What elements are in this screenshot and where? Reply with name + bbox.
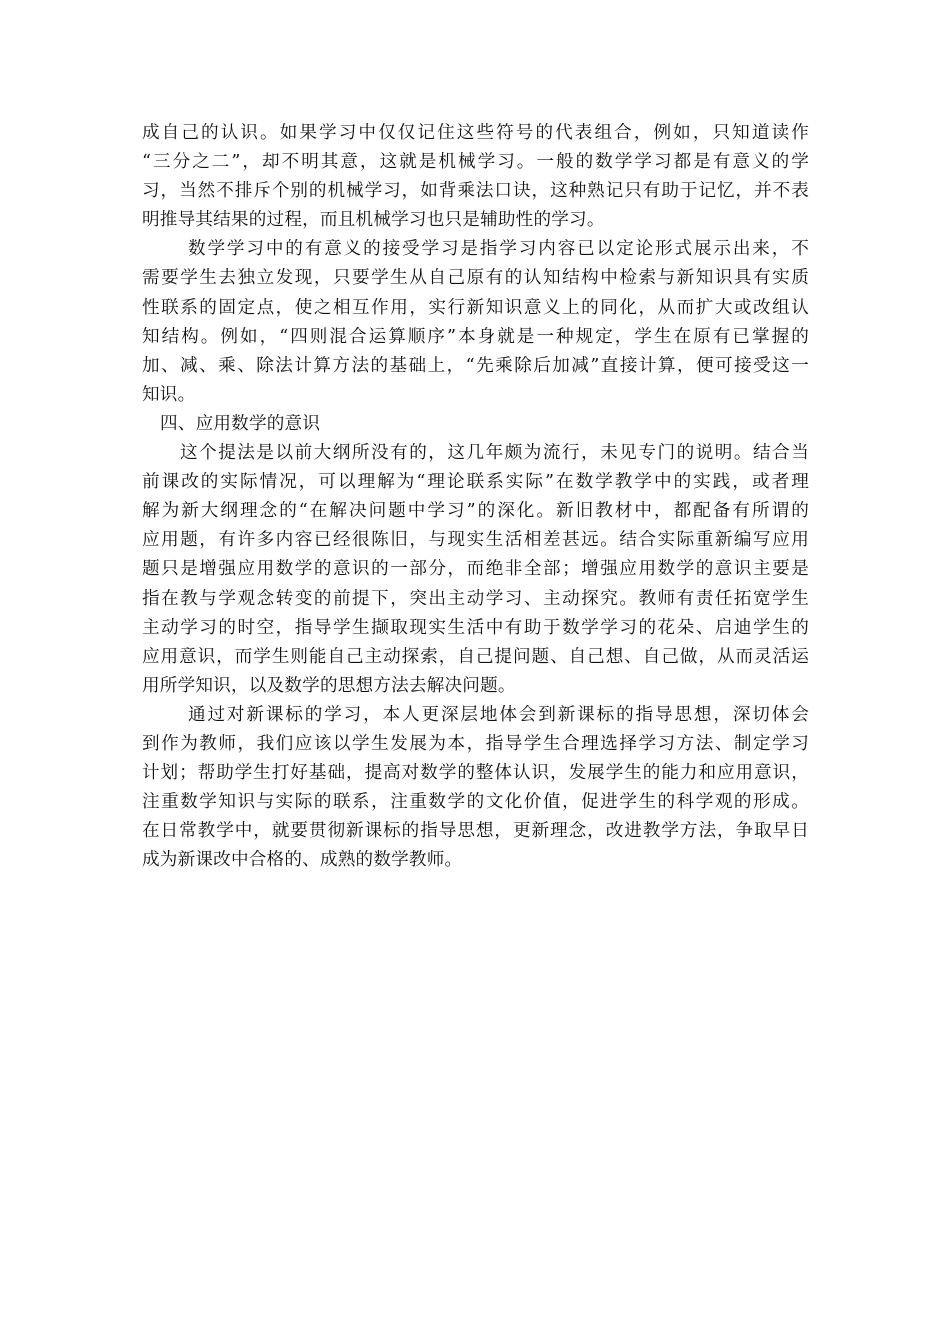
text-line: 解为新大纲理念的“在解决问题中学习”的深化。新旧教材中，都配备有所谓的 — [142, 501, 809, 522]
text-line: 题只是增强应用数学的意识的一部分，而绝非全部；增强应用数学的意识主要是 — [142, 559, 809, 580]
text-line: “三分之二”，却不明其意，这就是机械学习。一般的数学学习都是有意义的学 — [142, 152, 809, 173]
paragraph-meaningful-learning — [142, 235, 809, 410]
text-line: 明推导其结果的过程，而且机械学习也只是辅助性的学习。 — [142, 210, 605, 231]
text-line: 成为新课改中合格的、成熟的数学教师。 — [142, 850, 463, 871]
text-line: 指在教与学观念转变的前提下，突出主动学习、主动探究。教师有责任拓宽学生 — [142, 588, 809, 609]
text-line: 成自己的认识。如果学习中仅仅记住这些符号的代表组合，例如，只知道读作 — [142, 123, 809, 143]
text-line: 习，当然不排斥个别的机械学习，如背乘法口诀，这种熟记只有助于记忆，并不表 — [142, 181, 809, 202]
text-line: 知识。 — [142, 384, 196, 405]
text-line: 计划；帮助学生打好基础，提高对数学的整体认识，发展学生的能力和应用意识， — [142, 763, 809, 784]
text-line: 知结构。例如，“四则混合运算顺序”本身就是一种规定，学生在原有已掌握的 — [142, 326, 809, 347]
text-line: 应用题，有许多内容已经很陈旧，与现实生活相差甚远。结合实际重新编写应用 — [142, 530, 809, 551]
paragraph-application-awareness — [142, 439, 809, 701]
text-line: 需要学生去独立发现，只要学生从自己原有的认知结构中检索与新知识具有实质 — [142, 268, 809, 289]
text-line: 用所学知识，以及数学的思想方法去解决问题。 — [142, 675, 516, 696]
text-line: 前课改的实际情况，可以理解为“理论联系实际”在数学教学中的实践，或者理 — [142, 472, 809, 493]
document-body — [142, 119, 809, 875]
heading-text: 四、应用数学的意识 — [160, 413, 321, 434]
text-line: 这个提法是以前大纲所没有的，这几年颇为流行，未见专门的说明。结合当 — [180, 443, 809, 464]
section-heading — [142, 410, 809, 439]
text-line: 应用意识，而学生则能自己主动探索，自己提问题、自己想、自己做，从而灵活运 — [142, 646, 809, 667]
text-line: 注重数学知识与实际的联系，注重数学的文化价值，促进学生的科学观的形成。 — [142, 792, 809, 813]
text-line: 到作为教师，我们应该以学生发展为本，指导学生合理选择学习方法、制定学习 — [142, 733, 809, 754]
paragraph-continued — [142, 119, 809, 235]
text-line: 主动学习的时空，指导学生撷取现实生活中有助于数学学习的花朵、启迪学生的 — [142, 617, 809, 638]
text-line: 在日常教学中，就要贯彻新课标的指导思想，更新理念，改进教学方法，争取早日 — [142, 821, 809, 842]
text-line: 数学学习中的有意义的接受学习是指学习内容已以定论形式展示出来，不 — [188, 239, 809, 260]
paragraph-conclusion — [142, 701, 809, 876]
text-line: 通过对新课标的学习，本人更深层地体会到新课标的指导思想，深切体会 — [188, 704, 809, 725]
text-line: 加、减、乘、除法计算方法的基础上，“先乘除后加减”直接计算，便可接受这一 — [142, 355, 809, 376]
text-line: 性联系的固定点，使之相互作用，实行新知识意义上的同化，从而扩大或改组认 — [142, 297, 809, 318]
